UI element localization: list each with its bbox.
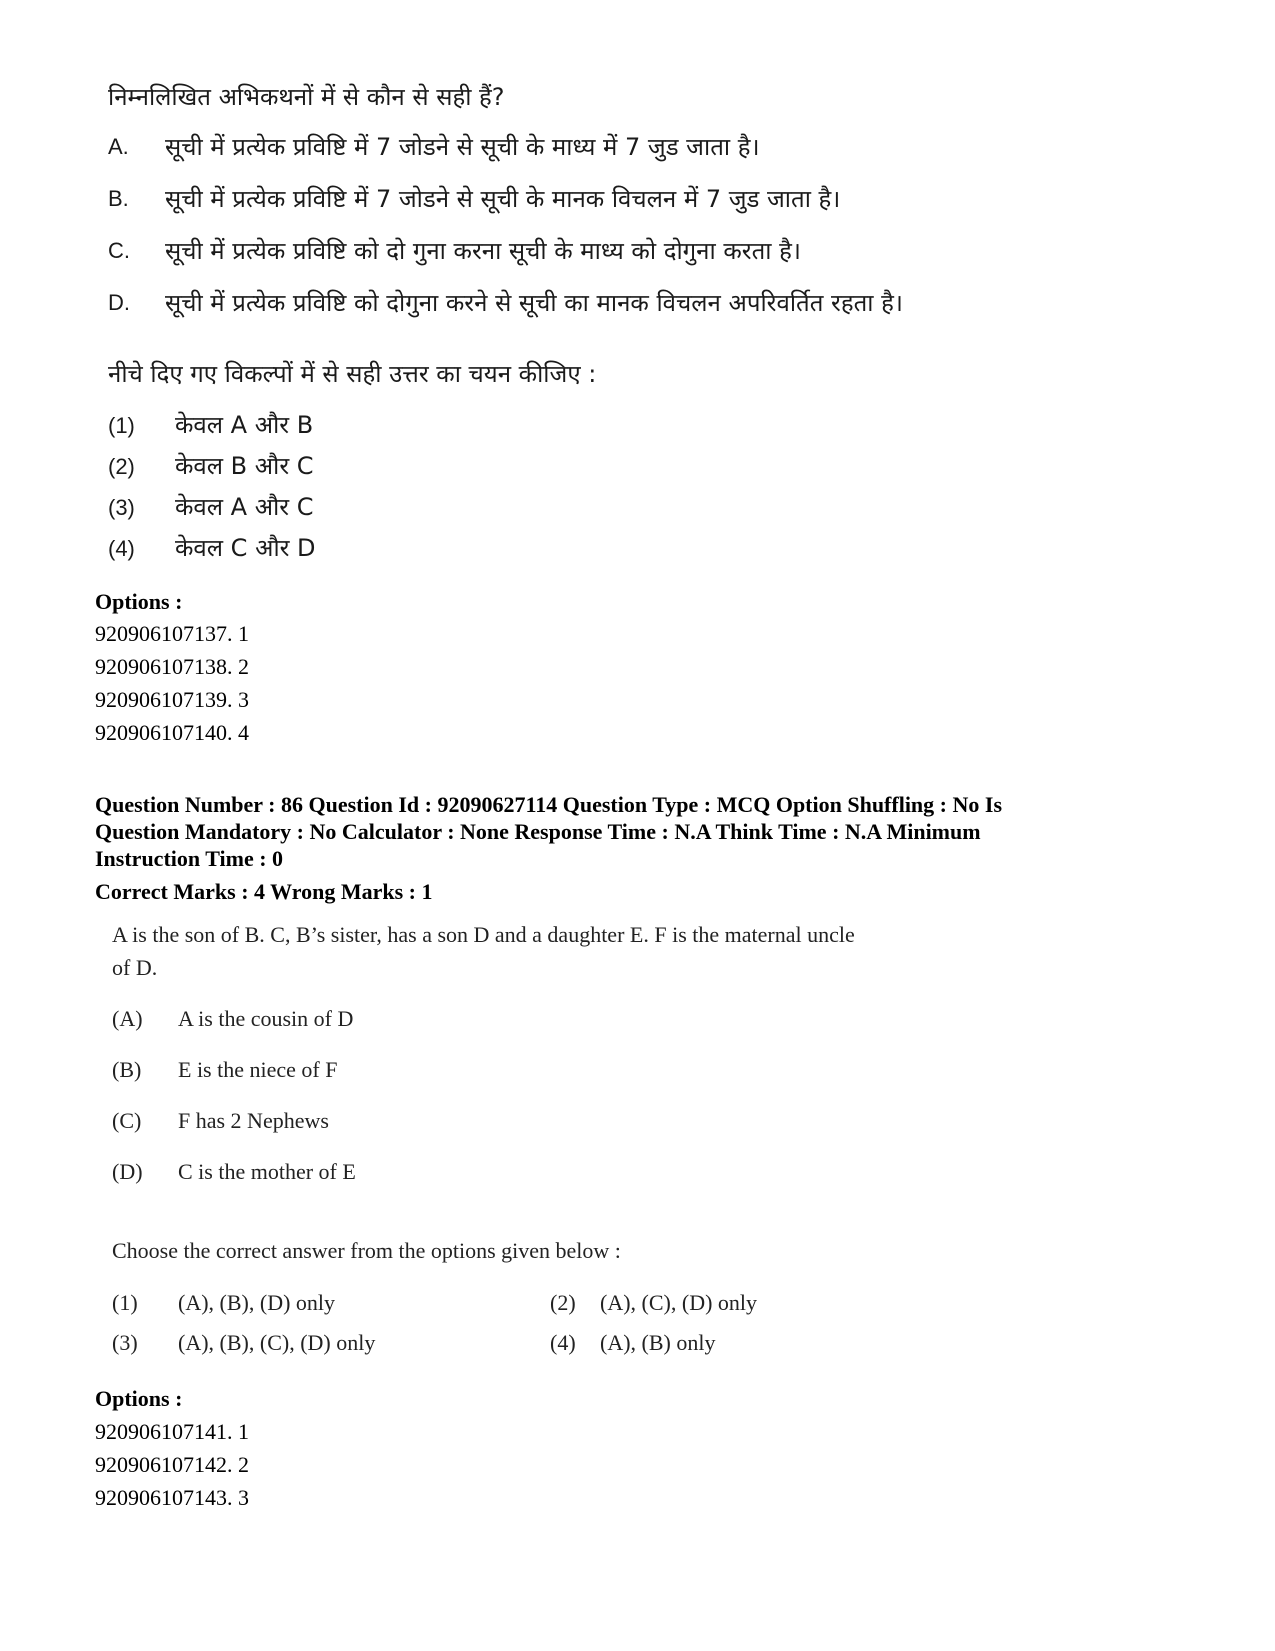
option-id: 920906107142. 2	[95, 1452, 249, 1477]
statement-text: C is the mother of E	[178, 1159, 356, 1184]
choice-number: (4)	[550, 1330, 576, 1355]
meta-line: Question Mandatory : No Calculator : None Response Time : N.A Think Time : N.A Minimum	[95, 819, 981, 844]
statement-label: B.	[108, 186, 129, 211]
statement-label: (C)	[112, 1108, 142, 1133]
option-id: 920906107141. 1	[95, 1419, 249, 1444]
option-id: 920906107143. 3	[95, 1485, 249, 1510]
statement-text: F has 2 Nephews	[178, 1108, 329, 1133]
choice-number: (3)	[112, 1330, 138, 1355]
option-id: 920906107137. 1	[95, 621, 249, 646]
statement-text: सूची में प्रत्येक प्रविष्टि में 7 जोडने से सूची के माध्य में 7 जुड जाता है।	[165, 133, 760, 161]
choice-text: केवल B और C	[175, 452, 314, 480]
option-id: 920906107138. 2	[95, 654, 249, 679]
choice-number: (4)	[108, 536, 135, 561]
choice-text: (A), (B), (D) only	[178, 1290, 336, 1315]
statement-label: C.	[108, 238, 130, 263]
meta-line: Instruction Time : 0	[95, 846, 284, 871]
choice-number: (2)	[108, 454, 135, 479]
statement-label: A.	[108, 134, 129, 159]
question-85-stem: निम्नलिखित अभिकथनों में से कौन से सही हैं?	[108, 83, 505, 111]
statement-label: D.	[108, 290, 130, 315]
option-id: 920906107139. 3	[95, 687, 249, 712]
question-85-instruction: नीचे दिए गए विकल्पों में से सही उत्तर का चयन कीजिए :	[108, 360, 597, 388]
choice-number: (1)	[108, 413, 135, 438]
meta-line: Question Number : 86 Question Id : 92090627114 Question Type : MCQ Option Shuffling : No Is	[95, 792, 1003, 817]
question-86-stem-line: A is the son of B. C, B’s sister, has a son D and a daughter E. F is the maternal uncle	[112, 922, 855, 947]
option-id: 920906107140. 4	[95, 720, 249, 745]
choice-number: (2)	[550, 1290, 576, 1315]
choice-number: (1)	[112, 1290, 138, 1315]
options-heading: Options :	[95, 589, 183, 614]
question-86-instruction: Choose the correct answer from the options given below :	[112, 1238, 621, 1263]
choice-text: (A), (B) only	[600, 1330, 716, 1355]
statement-label: (A)	[112, 1006, 143, 1031]
choice-number: (3)	[108, 495, 135, 520]
statement-text: E is the niece of F	[178, 1057, 338, 1082]
choice-text: केवल A और C	[175, 493, 314, 521]
question-86-stem-line: of D.	[112, 955, 158, 980]
choice-text: केवल C और D	[175, 534, 316, 562]
statement-text: सूची में प्रत्येक प्रविष्टि को दो गुना करना सूची के माध्य को दोगुना करता है।	[165, 237, 801, 265]
choice-text: केवल A और B	[175, 411, 314, 439]
statement-text: A is the cousin of D	[178, 1006, 354, 1031]
statement-text: सूची में प्रत्येक प्रविष्टि को दोगुना करने से सूची का मानक विचलन अपरिवर्तित रहता है।	[165, 289, 903, 317]
statement-label: (D)	[112, 1159, 143, 1184]
statement-text: सूची में प्रत्येक प्रविष्टि में 7 जोडने से सूची के मानक विचलन में 7 जुड जाता है।	[165, 185, 841, 213]
options-heading: Options :	[95, 1386, 183, 1411]
choice-text: (A), (C), (D) only	[600, 1290, 758, 1315]
choice-text: (A), (B), (C), (D) only	[178, 1330, 376, 1355]
question-86-marks: Correct Marks : 4 Wrong Marks : 1	[95, 879, 433, 904]
statement-label: (B)	[112, 1057, 142, 1082]
